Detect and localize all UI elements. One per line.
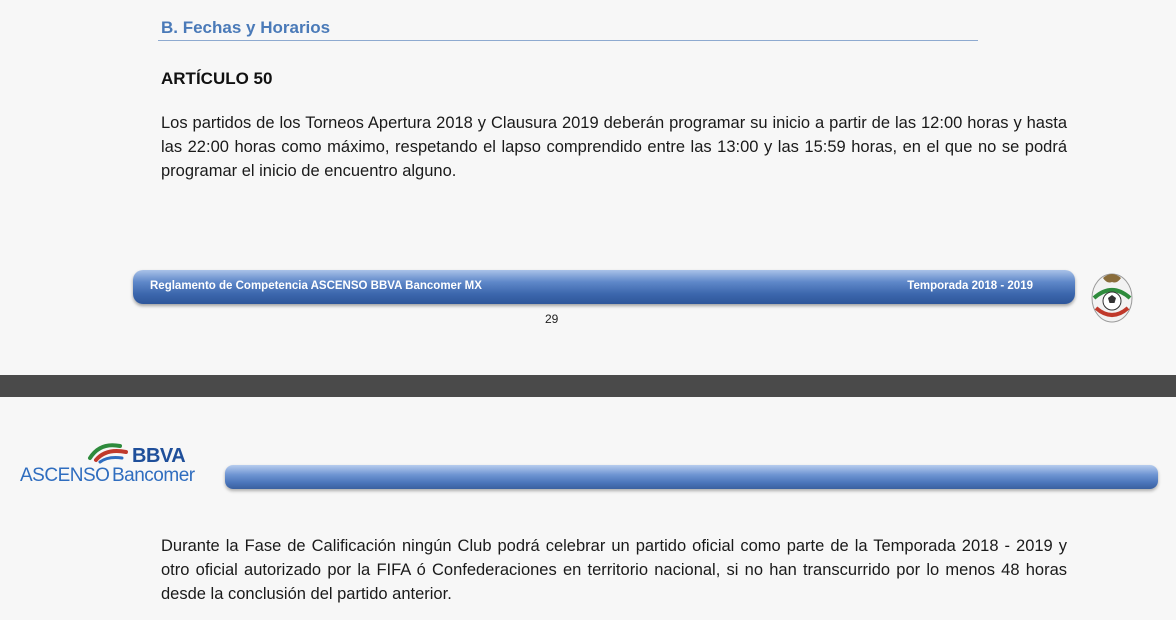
article-paragraph: Los partidos de los Torneos Apertura 2018 y Clausura 2019 deberán programar su inicio a partir de las 12:00 horas y hasta las 22:00 horas como máximo, respetando el lapso comprendido entre las 13:00 y las 15:59 horas, en el que no se podrá programar el inicio de encuentro alguno. [161,114,1067,180]
footer-regulation-title: Reglamento de Competencia ASCENSO BBVA Bancomer MX [150,280,482,292]
article-heading: ARTÍCULO 50 [161,69,273,88]
page-header-bar [225,465,1158,489]
fmf-crest-icon [1089,268,1135,324]
section-heading: B. Fechas y Horarios [161,18,331,37]
section-rule [158,40,978,41]
page-separator [0,375,1176,397]
footer-season: Temporada 2018 - 2019 [907,280,1033,292]
logo-bancomer-text: Bancomer [112,465,195,486]
page-number: 29 [545,312,559,326]
page-footer-bar [133,270,1075,304]
ascenso-swirl-icon [86,440,130,464]
ascenso-bbva-bancomer-logo [20,440,220,490]
logo-bbva-text: BBVA [132,445,186,467]
calification-paragraph: Durante la Fase de Calificación ningún Club podrá celebrar un partido oficial como parte de la Temporada 2018 - 2019 y otro oficial autorizado por la FIFA ó Confederaciones en territorio nacional, si no han transcurrido por lo menos 48 horas desde la conclusión del partido anterior. [161,537,1067,603]
logo-ascenso-text: ASCENSO [20,465,110,486]
